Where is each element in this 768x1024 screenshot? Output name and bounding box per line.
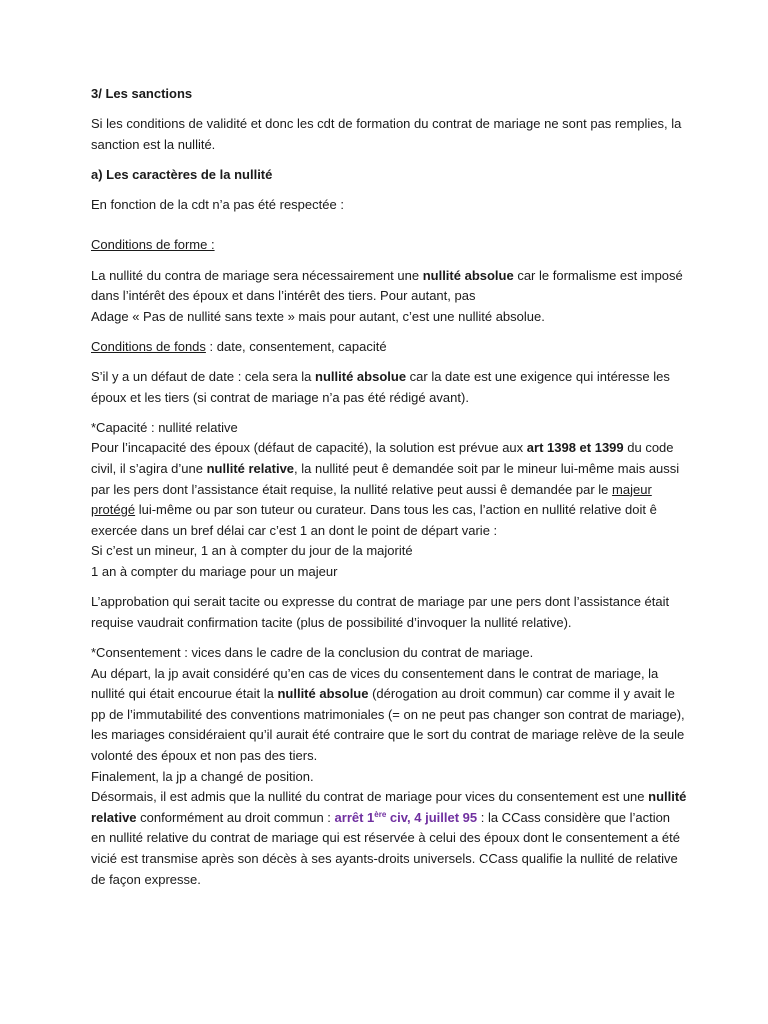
fonds-title: Conditions de fonds : date, consentement, capacité <box>91 338 387 354</box>
approbation-paragraph: L’approbation qui serait tacite ou expresse du contrat de mariage par une pers dont l’assistance était requise vaudrait confirmation tacite (plus de possibilité d’invoquer la nullité relative). <box>91 594 670 630</box>
date-paragraph: S’il y a un défaut de date : cela sera la nullité absolue car la date est une exigence qui intéresse les époux et les tiers (si contrat de mariage n’a pas été rédigé avant). <box>91 369 670 405</box>
forme-paragraph: La nullité du contra de mariage sera nécessairement une nullité absolue car le formalisme est imposé dans l’intérêt des époux et dans l’intérêt des tiers. Pour autant, pas Adage « Pas de nullité sans texte » mais pour autant, c’est une nullité absolue. <box>91 267 683 324</box>
fonction-paragraph: En fonction de la cdt n’a pas été respectée : <box>91 197 344 213</box>
capacite-paragraph: *Capacité : nullité relative Pour l’incapacité des époux (défaut de capacité), la solution est prévue aux art 1398 et 1399 du code civil, il s’agira d’une nullité relative, la nullité peut ê demandée soit par le mineur lui-même mais aussi par les pers dont l’assistance était requise, la nullité relative peut aussi ê demandée par le majeur protégé lui-même ou par son tuteur ou curateur. Dans tous les cas, l’action en nullité relative doit ê exercée dans un bref délai car c’est 1 an dont le point de départ varie : Si c’est un mineur, 1 an à compter du jour de la majorité 1 an à compter du mariage pour un majeur <box>91 419 680 580</box>
consentement-paragraph: *Consentement : vices dans le cadre de la conclusion du contrat de mariage. Au départ, la jp avait considéré qu’en cas de vices du consentement dans le contrat de mariage, la nullité qui était encourue était la nullité absolue (dérogation au droit commun) car comme il y avait le pp de l’immutabilité des conventions matrimoniales (= on ne peut pas changer son contrat de mariage), les mariages considéraient qu’il aurait été contraire que le sort du contrat de mariage relève de la seule volonté des époux et non pas des tiers. Finalement, la jp a changé de position. Désormais, il est admis que la nullité du contrat de mariage pour vices du consentement est une nullité relative conformément au droit commun : arrêt 1ère civ, 4 juillet 95 : la CCass considère que l’action en nullité relative du contrat de mariage qui est réservée à celui des époux dont le consentement a été vicié est transmise après son décès à ses ayants-droits universels. CCass qualifie la nullité de relative de façon expresse. <box>91 645 687 887</box>
section-heading: 3/ Les sanctions <box>91 86 193 101</box>
arret-reference: arrêt 1ère civ, 4 juillet 95 <box>334 809 478 825</box>
subheading: a) Les caractères de la nullité <box>91 166 273 182</box>
intro-paragraph: Si les conditions de validité et donc les cdt de formation du contrat de mariage ne sont pas remplies, la sanction est la nullité. <box>91 116 682 152</box>
forme-title: Conditions de forme : <box>91 237 215 253</box>
